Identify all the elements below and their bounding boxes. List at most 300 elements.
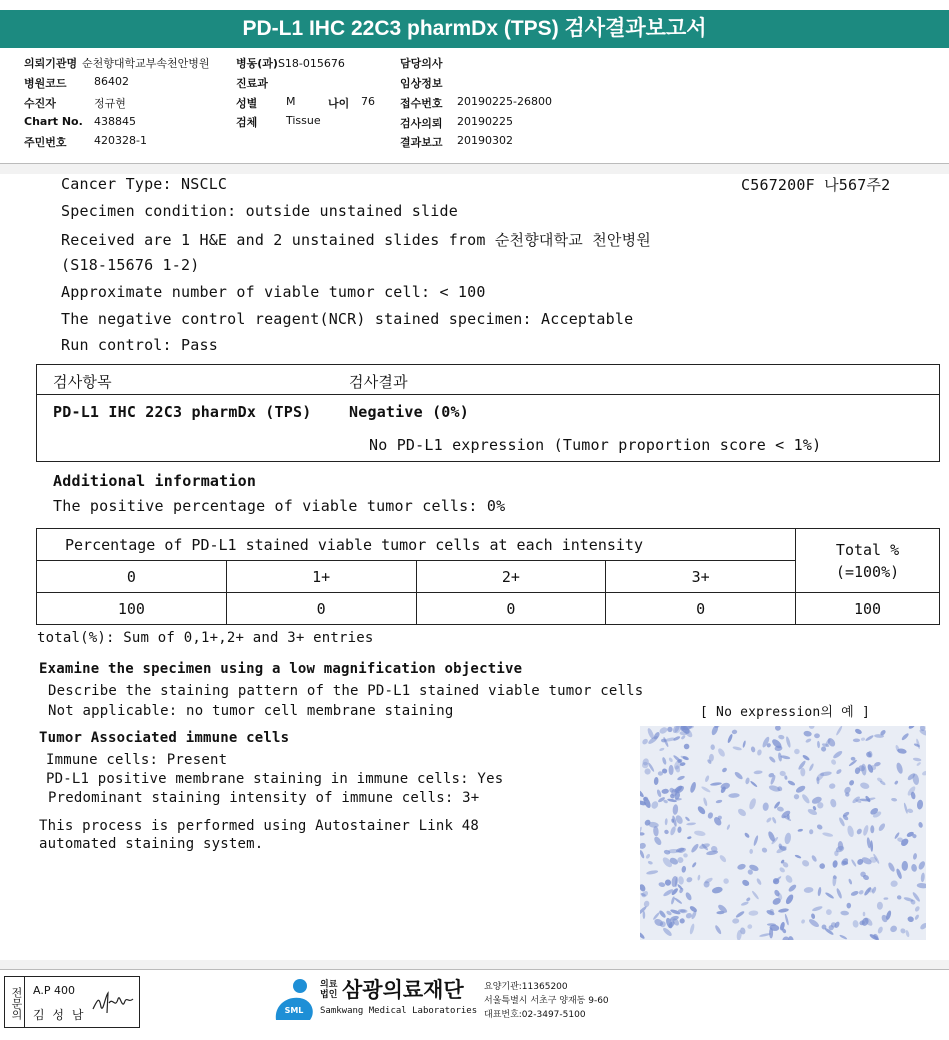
intensity-val-1plus: 0	[226, 593, 416, 625]
examine-heading: Examine the specimen using a low magnification objective	[39, 661, 523, 677]
received-slides: Received are 1 H&E and 2 unstained slides from 순천향대학교 천안병원	[61, 231, 651, 249]
report-date-label: 결과보고	[400, 136, 443, 149]
cell-nucleus	[703, 797, 709, 806]
cell-nucleus	[732, 729, 738, 734]
cell-nucleus	[757, 749, 763, 756]
result-box-header	[37, 365, 939, 395]
cell-nucleus	[894, 780, 899, 785]
cell-nucleus	[762, 802, 769, 811]
dept-row	[236, 75, 268, 91]
cell-nucleus	[803, 730, 812, 737]
cell-nucleus	[877, 926, 884, 934]
cell-nucleus	[920, 872, 925, 882]
cell-nucleus	[907, 808, 914, 814]
cell-nucleus	[753, 770, 762, 775]
cell-nucleus	[686, 822, 696, 826]
cell-nucleus	[861, 737, 866, 741]
sex-value: M	[286, 95, 296, 108]
cell-nucleus	[750, 780, 758, 788]
clinical-info-label: 임상정보	[400, 77, 443, 90]
request-date-value: 20190225	[457, 115, 513, 128]
cell-nucleus	[784, 914, 789, 926]
cell-nucleus	[683, 743, 691, 751]
immune-line1: Immune cells: Present	[46, 752, 228, 768]
cell-nucleus	[853, 739, 860, 743]
cell-nucleus	[835, 726, 843, 736]
cell-nucleus	[914, 914, 920, 921]
cell-nucleus	[732, 918, 739, 924]
resident-no-value: 420328-1	[94, 134, 147, 147]
additional-info-text: The positive percentage of viable tumor cells: 0%	[53, 497, 506, 515]
cell-nucleus	[670, 896, 675, 905]
cell-nucleus	[918, 822, 924, 829]
cell-nucleus	[680, 735, 685, 740]
stain-micrograph-drawing	[640, 726, 926, 940]
cancer-type: Cancer Type: NSCLC	[61, 175, 228, 193]
cell-nucleus	[653, 835, 663, 846]
cell-nucleus	[817, 887, 822, 897]
ward-label: 병동(과)	[236, 57, 278, 70]
cell-nucleus	[916, 799, 923, 809]
process-note-line2: automated staining system.	[39, 836, 264, 852]
chart-no-value: 438845	[94, 115, 136, 128]
intensity-table-header: Percentage of PD-L1 stained viable tumor cells at each intensity	[37, 529, 796, 561]
intensity-val-3plus: 0	[606, 593, 796, 625]
org-prefix-line1: 의료	[320, 980, 338, 990]
cell-nucleus	[778, 734, 785, 740]
cell-nucleus	[748, 910, 758, 916]
immune-line3: Predominant staining intensity of immune cells: 3+	[48, 790, 480, 806]
resident-no-row	[24, 134, 147, 150]
cell-nucleus	[901, 732, 910, 741]
cell-nucleus	[640, 789, 645, 799]
cell-nucleus	[741, 879, 750, 887]
cell-nucleus	[714, 924, 722, 934]
cell-nucleus	[825, 908, 833, 916]
cell-nucleus	[865, 734, 875, 742]
cell-nucleus	[681, 866, 687, 873]
cell-nucleus	[846, 903, 851, 909]
cell-nucleus	[746, 897, 751, 902]
cell-nucleus	[668, 757, 673, 763]
cell-nucleus	[804, 887, 814, 894]
cell-nucleus	[913, 853, 918, 860]
code-reference: C567200F 나567주2	[741, 176, 891, 194]
cell-nucleus	[661, 757, 667, 765]
cell-nucleus	[677, 775, 686, 781]
chart-no-label: Chart No.	[24, 115, 83, 128]
cell-nucleus	[902, 861, 909, 871]
report-title: PD-L1 IHC 22C3 pharmDx (TPS) 검사결과보고서	[0, 10, 949, 48]
org-english-name: Samkwang Medical Laboratories	[320, 1006, 478, 1016]
stain-micrograph-image	[640, 726, 926, 940]
cell-nucleus	[808, 918, 820, 929]
cell-nucleus	[643, 900, 650, 908]
cell-nucleus	[643, 911, 646, 919]
cell-nucleus	[650, 800, 659, 810]
cell-nucleus	[640, 832, 645, 836]
intensity-table	[36, 528, 940, 625]
cell-nucleus	[715, 799, 722, 804]
cell-nucleus	[818, 862, 826, 870]
cell-nucleus	[794, 749, 800, 754]
cell-nucleus	[690, 843, 700, 854]
cell-nucleus	[809, 726, 815, 729]
cell-nucleus	[812, 905, 824, 912]
cell-nucleus	[832, 860, 838, 868]
table-footnote: total(%): Sum of 0,1+,2+ and 3+ entries	[37, 630, 374, 646]
cell-nucleus	[887, 862, 896, 873]
resident-no-label: 주민번호	[24, 136, 67, 149]
cell-nucleus	[683, 853, 689, 859]
cell-nucleus	[809, 829, 814, 834]
cell-nucleus	[787, 936, 794, 940]
receipt-no-label: 접수번호	[400, 97, 443, 110]
receipt-no-value: 20190225-26800	[457, 95, 552, 108]
cell-nucleus	[707, 812, 714, 820]
org-name: 삼광의료재단	[342, 978, 464, 1002]
cell-nucleus	[658, 726, 668, 735]
patient-header	[0, 48, 949, 164]
cell-nucleus	[654, 777, 659, 785]
cell-nucleus	[903, 802, 908, 814]
specimen-label: 검체	[236, 116, 258, 129]
cell-nucleus	[697, 875, 701, 881]
cell-nucleus	[807, 808, 818, 817]
cell-nucleus	[814, 733, 820, 738]
cell-nucleus	[784, 775, 788, 780]
cell-nucleus	[784, 874, 794, 884]
slide-id: (S18-15676 1-2)	[61, 256, 200, 274]
cell-nucleus	[717, 747, 727, 758]
hospital-name-value: 순천향대학교부속천안병원	[82, 57, 210, 70]
hospital-code-row	[24, 75, 129, 91]
total-header	[796, 529, 940, 593]
cell-nucleus	[919, 922, 926, 931]
test-result-detail: No PD-L1 expression (Tumor proportion score < 1%)	[369, 436, 822, 454]
intensity-val-2plus: 0	[416, 593, 606, 625]
cell-nucleus	[905, 930, 910, 938]
patient-name-row	[24, 95, 126, 111]
specimen-value: Tissue	[286, 114, 321, 127]
cell-nucleus	[839, 934, 848, 940]
cell-nucleus	[768, 755, 776, 763]
ward-value: S18-015676	[277, 57, 345, 70]
additional-info-heading: Additional information	[53, 472, 257, 490]
request-date-row	[400, 115, 513, 131]
sml-logo-icon	[270, 976, 318, 1024]
intensity-col-1plus: 1+	[226, 561, 416, 593]
footer-divider	[0, 960, 949, 970]
cell-nucleus	[689, 781, 697, 793]
cell-nucleus	[669, 826, 676, 836]
cell-nucleus	[687, 836, 692, 840]
org-logo	[270, 976, 318, 1024]
cell-nucleus	[801, 793, 811, 804]
cell-nucleus	[832, 750, 843, 760]
specialist-label: 전문의	[5, 977, 25, 1027]
cell-nucleus	[685, 816, 691, 822]
cell-nucleus	[750, 746, 756, 753]
hospital-name-label: 의뢰기관명	[24, 57, 78, 70]
intensity-col-0: 0	[37, 561, 227, 593]
cell-nucleus	[747, 924, 753, 929]
cell-nucleus	[802, 754, 811, 761]
cell-nucleus	[816, 824, 823, 831]
cell-nucleus	[916, 883, 926, 889]
cell-nucleus	[914, 905, 921, 912]
org-prefix-line2: 법인	[320, 990, 338, 1000]
cell-nucleus	[689, 923, 695, 935]
org-info	[484, 980, 609, 1022]
sex-age-row	[236, 95, 386, 111]
cell-nucleus	[719, 854, 728, 863]
patient-name-value: 정규현	[94, 97, 126, 110]
logo-text: SML	[284, 1006, 304, 1015]
cell-nucleus	[908, 726, 916, 730]
org-info-code: 요양기관:11365200	[484, 982, 568, 992]
cell-nucleus	[677, 826, 682, 833]
cell-nucleus	[836, 888, 843, 899]
cell-nucleus	[848, 878, 853, 885]
cell-nucleus	[672, 804, 678, 815]
cell-nucleus	[749, 849, 753, 854]
cell-nucleus	[916, 762, 921, 767]
cell-nucleus	[895, 868, 903, 880]
hospital-code-value: 86402	[94, 75, 129, 88]
cell-nucleus	[877, 902, 883, 910]
cell-nucleus	[751, 890, 759, 900]
cell-nucleus	[800, 768, 805, 777]
cell-nucleus	[722, 877, 729, 885]
cell-nucleus	[640, 842, 647, 850]
cell-nucleus	[896, 894, 902, 900]
total-header-line1: Total %	[835, 540, 900, 559]
cell-nucleus	[787, 883, 797, 893]
cell-nucleus	[811, 854, 818, 862]
cell-nucleus	[644, 768, 651, 775]
cell-nucleus	[748, 797, 757, 810]
cell-nucleus	[658, 909, 667, 918]
cell-nucleus	[774, 726, 781, 731]
cell-nucleus	[710, 782, 722, 786]
cell-nucleus	[674, 897, 683, 905]
sex-label: 성별	[236, 97, 258, 110]
chart-no-row	[24, 115, 136, 128]
cell-nucleus	[678, 876, 685, 885]
cell-nucleus	[787, 780, 796, 787]
cell-nucleus	[734, 771, 744, 781]
cell-nucleus	[761, 847, 768, 854]
cell-nucleus	[907, 915, 915, 922]
org-info-phone: 대표번호:02-3497-5100	[484, 1010, 586, 1020]
cell-nucleus	[859, 781, 870, 789]
header-divider	[0, 164, 949, 174]
cell-nucleus	[843, 786, 852, 795]
intensity-col-2plus: 2+	[416, 561, 606, 593]
intensity-val-0: 100	[37, 593, 227, 625]
cell-nucleus	[801, 919, 806, 924]
result-box	[36, 364, 940, 462]
intensity-col-3plus: 3+	[606, 561, 796, 593]
cell-nucleus	[811, 913, 816, 919]
clinical-info-row	[400, 75, 443, 91]
report-date-row	[400, 134, 513, 150]
cell-nucleus	[877, 822, 886, 832]
cell-nucleus	[640, 883, 647, 892]
cell-nucleus	[846, 825, 854, 838]
cell-nucleus	[779, 866, 786, 873]
cell-nucleus	[835, 768, 842, 775]
cell-nucleus	[870, 825, 874, 833]
cell-nucleus	[647, 860, 653, 865]
cell-nucleus	[669, 765, 674, 775]
cell-nucleus	[661, 788, 669, 794]
cell-nucleus	[856, 828, 863, 836]
cell-nucleus	[890, 880, 898, 887]
cell-nucleus	[710, 744, 715, 750]
cell-nucleus	[737, 807, 748, 817]
age-label: 나이	[328, 97, 350, 110]
receipt-no-row	[400, 95, 552, 111]
cell-nucleus	[640, 931, 646, 940]
signer-name: 김 성 남	[33, 1008, 86, 1022]
cell-nucleus	[694, 830, 706, 837]
cell-nucleus	[830, 758, 837, 765]
cell-nucleus	[771, 816, 777, 824]
cell-nucleus	[797, 829, 803, 833]
cell-nucleus	[666, 726, 674, 733]
process-note-line1: This process is performed using Autostainer Link 48	[39, 818, 480, 834]
ward-row	[236, 55, 345, 71]
cell-nucleus	[689, 905, 698, 913]
cell-nucleus	[727, 733, 734, 743]
cell-nucleus	[862, 825, 869, 837]
total-header-line2: (=100%)	[835, 562, 900, 581]
cell-nucleus	[721, 767, 728, 773]
hospital-name-row	[24, 55, 210, 71]
intensity-total: 100	[796, 593, 940, 625]
cell-nucleus	[794, 854, 801, 859]
test-result: Negative (0%)	[349, 403, 469, 421]
cell-nucleus	[808, 763, 814, 772]
cell-nucleus	[737, 863, 747, 871]
image-caption: [ No expression의 예 ]	[700, 705, 870, 720]
cell-nucleus	[741, 901, 750, 906]
doctor-row	[400, 55, 443, 71]
cell-nucleus	[759, 933, 771, 938]
cell-nucleus	[679, 917, 686, 924]
cell-nucleus	[701, 786, 712, 794]
cell-nucleus	[911, 864, 918, 873]
cell-nucleus	[704, 775, 710, 783]
cell-nucleus	[825, 891, 835, 899]
cell-nucleus	[645, 853, 651, 859]
cell-nucleus	[801, 859, 810, 868]
test-result-header: 검사결과	[349, 373, 408, 391]
patient-name-label: 수진자	[24, 97, 56, 110]
cell-nucleus	[850, 890, 859, 897]
cell-nucleus	[883, 897, 888, 900]
cell-nucleus	[732, 746, 742, 751]
cell-nucleus	[656, 789, 662, 798]
doctor-label: 담당의사	[400, 57, 443, 70]
cell-nucleus	[665, 818, 668, 825]
cell-nucleus	[784, 893, 794, 905]
cell-nucleus	[686, 876, 694, 883]
cell-nucleus	[745, 777, 750, 785]
cell-nucleus	[921, 770, 926, 776]
cell-nucleus	[744, 832, 751, 839]
test-item-header: 검사항목	[53, 373, 112, 391]
cell-nucleus	[829, 783, 836, 789]
cell-nucleus	[851, 859, 857, 867]
cell-nucleus	[895, 762, 903, 774]
cell-nucleus	[659, 747, 665, 751]
cell-nucleus	[735, 910, 745, 918]
signature-box	[4, 976, 140, 1028]
cell-nucleus	[742, 740, 746, 748]
org-info-address: 서울특별시 서초구 양재동 9-60	[484, 996, 609, 1006]
cell-nucleus	[785, 736, 791, 748]
cell-nucleus	[753, 835, 759, 846]
cell-nucleus	[646, 870, 658, 876]
cell-nucleus	[858, 889, 864, 895]
cell-nucleus	[829, 798, 837, 808]
cell-nucleus	[840, 911, 849, 916]
dept-label: 진료과	[236, 77, 268, 90]
cell-nucleus	[917, 860, 926, 870]
cell-nucleus	[899, 927, 906, 934]
cell-nucleus	[840, 857, 850, 867]
signer-id: A.P 400	[33, 984, 75, 997]
cell-nucleus	[641, 738, 649, 746]
cell-nucleus	[728, 793, 740, 798]
cell-nucleus	[691, 862, 697, 868]
cell-nucleus	[684, 891, 692, 901]
cell-nucleus	[756, 878, 763, 886]
immune-heading: Tumor Associated immune cells	[39, 730, 290, 746]
request-date-label: 검사의뢰	[400, 117, 443, 130]
cell-nucleus	[678, 887, 684, 894]
cell-nucleus	[726, 824, 731, 830]
cell-nucleus	[854, 728, 863, 735]
examine-line1: Describe the staining pattern of the PD-L1 stained viable tumor cells	[48, 683, 644, 699]
cell-nucleus	[711, 886, 723, 894]
cell-nucleus	[793, 793, 800, 800]
org-prefix	[320, 980, 337, 1000]
cell-nucleus	[852, 920, 859, 929]
cell-nucleus	[795, 784, 807, 794]
negative-control: The negative control reagent(NCR) stained specimen: Acceptable	[61, 310, 634, 328]
cell-nucleus	[663, 829, 669, 835]
cell-nucleus	[778, 908, 789, 913]
immune-line2: PD-L1 positive membrane staining in immune cells: Yes	[46, 771, 504, 787]
cell-nucleus	[696, 805, 706, 816]
cell-nucleus	[889, 924, 898, 933]
cell-nucleus	[784, 832, 792, 845]
cell-nucleus	[848, 779, 855, 786]
cell-nucleus	[805, 738, 812, 744]
cell-nucleus	[822, 832, 834, 838]
cell-nucleus	[658, 882, 666, 888]
cell-nucleus	[766, 817, 773, 824]
specimen-row	[236, 114, 321, 130]
cell-nucleus	[817, 741, 820, 748]
cell-nucleus	[863, 912, 866, 917]
examine-line2: Not applicable: no tumor cell membrane staining	[48, 703, 454, 719]
cell-nucleus	[891, 798, 897, 802]
